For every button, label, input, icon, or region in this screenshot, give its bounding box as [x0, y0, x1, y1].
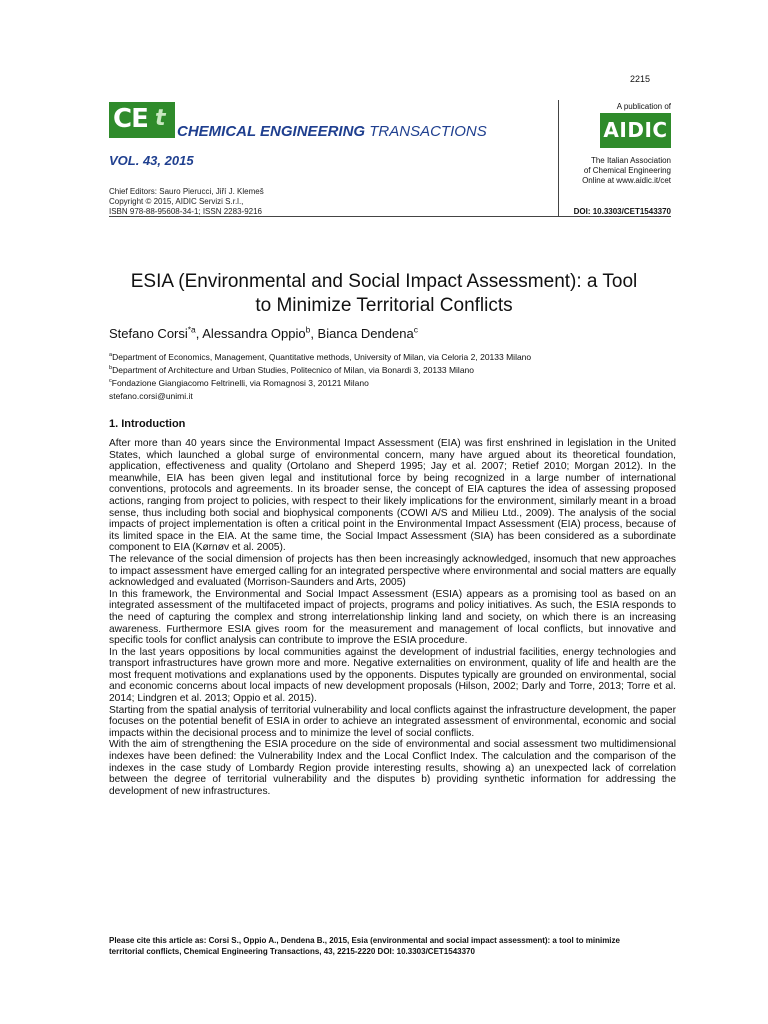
- paragraph: The relevance of the social dimension of projects has then been increasingly acknowledged, insomuch that new approaches to impact assessment have emerged calling for an integrated perspective where environmental and social matters are equally acknowledged and evaluated (Morrison-Saunders and Arts, 2005): [109, 553, 676, 589]
- page-number: 2215: [629, 74, 650, 84]
- paragraph: After more than 40 years since the Environmental Impact Assessment (EIA) was first enshrined in legislation in the United States, which launched a global surge of environmental concern, many have argued about its theoretical foundation, application, effectiveness and quality (Ortolano and Sheperd 1995; Jay et al. 2007; Retief 2010; Morgan 2012). In the meanwhile, EIA has been given legal and institutional force by being recognized in a large number of international conventions, protocols and agreements. In its broader sense, the concept of EIA captures the idea of assessing proposed actions, ranging from project to policies, with respect to their likely implications for the environment, similarly meant in a broad sense, thus including both social and biophysical components (COWI A/S and Milieu Ltd., 2009). The analysis of the social impacts of project implementation is often a critical point in the Environmental Impact Assessment (EIA) process, because of its limited space in the EIA. At the same time, the Social Impact Assessment (SIA) has been considered as a subordinate component to EIA (Kørnøv et al. 2005).: [109, 438, 676, 554]
- journal-name-bold: CHEMICAL ENGINEERING: [177, 123, 366, 140]
- author-sup: b: [305, 324, 311, 335]
- citation-note: [109, 935, 676, 957]
- aidic-description: [560, 156, 671, 186]
- paper-title: [96, 270, 672, 318]
- publication-of: A publication of: [616, 102, 671, 111]
- editors-line: Chief Editors: Sauro Pierucci, Jiří J. Klemeš: [109, 187, 264, 196]
- cet-logo-text: CE: [113, 104, 148, 134]
- paragraph: In this framework, the Environmental and Social Impact Assessment (ESIA) appears as a promising tool as based on an integrated assessment of the multifaceted impact of projects, programs and policy initiatives. As such, the ESIA responds to the need of capturing the complex and strong interrelationship linking land and society, on which there is an increasing awareness. Furthermore ESIA gives room for the measurement and management of local conflicts, but innovative and specific tools for conflict analysis can contribute to improve the ESIA procedure.: [109, 588, 676, 647]
- citation-line: territorial conflicts, Chemical Engineering Transactions, 43, 2215-2220 DOI: 10.3303/CET1543370: [109, 947, 475, 956]
- affiliation-text: Department of Economics, Management, Quantitative methods, University of Milan, via Celoria 2, 20133 Milano: [112, 352, 532, 362]
- author-name: Stefano Corsi: [109, 326, 188, 341]
- doi: DOI: 10.3303/CET1543370: [573, 207, 671, 216]
- cet-logo: [109, 102, 175, 138]
- title-line: ESIA (Environmental and Social Impact Assessment): a Tool: [130, 271, 638, 292]
- affiliations: [109, 351, 531, 403]
- email: stefano.corsi@unimi.it: [109, 391, 193, 401]
- body-text: [109, 438, 676, 797]
- section-heading: 1. Introduction: [109, 418, 186, 430]
- copyright-line: Copyright © 2015, AIDIC Servizi S.r.l.,: [109, 197, 244, 206]
- affiliation-sup: c: [109, 378, 112, 385]
- title-line: to Minimize Territorial Conflicts: [255, 295, 513, 316]
- header-divider: [109, 216, 671, 217]
- author-sup: *a: [187, 324, 196, 335]
- cet-logo-t: t: [155, 106, 166, 131]
- header-divider-vertical: [558, 100, 559, 216]
- journal-name-rest: TRANSACTIONS: [369, 123, 487, 140]
- affiliation: [109, 364, 531, 377]
- editors-block: [109, 187, 264, 217]
- aidic-desc-line: The Italian Association: [590, 156, 671, 165]
- affiliation: [109, 377, 531, 390]
- authors: Stefano Corsi$^{*a}$, Alessandra Oppio$^b$, Bianca Dendena$^c$: [109, 324, 418, 341]
- affiliation: [109, 351, 531, 364]
- volume: VOL. 43, 2015: [109, 153, 194, 168]
- affiliation-text: Department of Architecture and Urban Studies, Politecnico of Milan, via Bonardi 3, 20133 Milano: [112, 365, 475, 375]
- aidic-logo: AIDIC: [600, 113, 671, 148]
- author-name: Alessandra Oppio: [202, 326, 306, 341]
- paragraph: Starting from the spatial analysis of territorial vulnerability and local conflicts against the infrastructure development, the paper focuses on the potential benefit of ESIA in order to achieve an integrated assessment of environmental, economic and social impacts within the decisional process and to minimize the level of social conflicts.: [109, 704, 676, 739]
- paragraph: In the last years oppositions by local communities against the development of industrial facilities, energy technologies and transport infrastructures have grown more and more. Negative externalities on environment, quality of life and health are the most frequent motivations and explanations used by the opponents. Disputes typically are grounded on environmental, social and economic concerns about local impacts of new development proposals (Hilson, 2002; Darly and Torre, 2013; Torre et al. 2014; Lindgren et al. 2013; Oppio et al. 2015).: [109, 646, 676, 705]
- isbn-line: ISBN 978-88-95608-34-1; ISSN 2283-9216: [109, 207, 262, 216]
- author-name: Bianca Dendena: [317, 326, 414, 341]
- affiliation-text: Fondazione Giangiacomo Feltrinelli, via Romagnosi 3, 20121 Milano: [111, 378, 369, 388]
- journal-name: [177, 123, 487, 140]
- aidic-desc-line: Online at www.aidic.it/cet: [582, 176, 671, 185]
- author-sup: c: [413, 324, 418, 335]
- aidic-desc-line: of Chemical Engineering: [583, 166, 671, 175]
- citation-line: Please cite this article as: Corsi S., Oppio A., Dendena B., 2015, Esia (environmental and social impact assessment): a tool to minimize: [109, 936, 620, 945]
- affiliation-sup: b: [109, 365, 113, 372]
- paragraph: With the aim of strengthening the ESIA procedure on the side of environmental and social assessment two multidimensional indexes have been defined: the Vulnerability Index and the Local Conflict Index. The calculation and the comparison of the indexes in the case study of Lombardy Region provide interesting results, showing a) an unexpected lack of correlation between the degree of territorial vulnerability and the disputes b) providing synthetic information for addressing the development of new infrastructures.: [109, 739, 676, 797]
- affiliation-sup: a: [109, 352, 113, 359]
